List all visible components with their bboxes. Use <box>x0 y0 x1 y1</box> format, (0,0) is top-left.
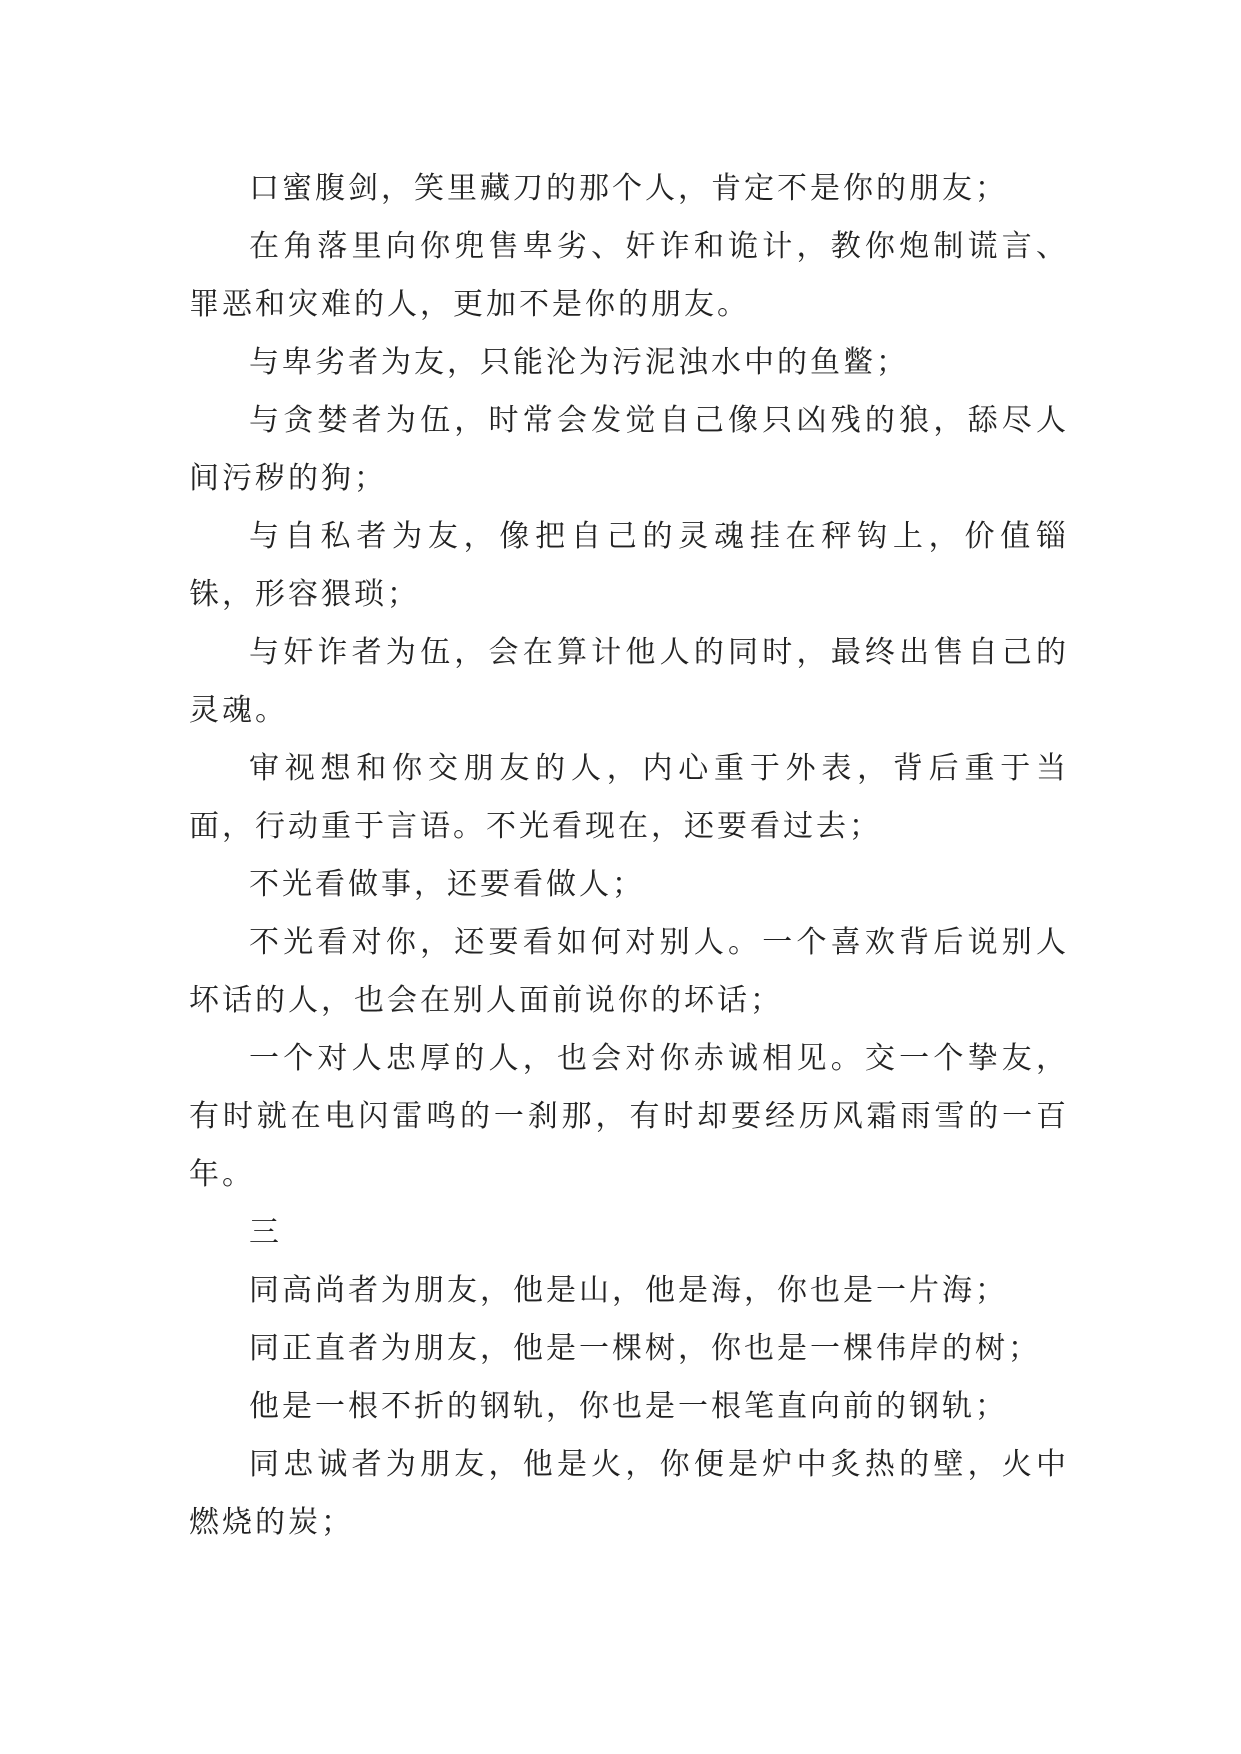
paragraph: 在角落里向你兜售卑劣、奸诈和诡计，教你炮制谎言、罪恶和灾难的人，更加不是你的朋友。 <box>189 229 1069 322</box>
paragraph: 与贪婪者为伍，时常会发觉自己像只凶残的狼，舔尽人间污秽的狗； <box>189 403 1069 496</box>
paragraph: 与卑劣者为友，只能沦为污泥浊水中的鱼鳖； <box>249 345 909 380</box>
paragraph: 同高尚者为朋友，他是山，他是海，你也是一片海； <box>249 1273 1008 1308</box>
paragraph: 同正直者为朋友，他是一棵树，你也是一棵伟岸的树； <box>249 1331 1041 1366</box>
paragraph: 不光看对你，还要看如何对别人。一个喜欢背后说别人坏话的人，也会在别人面前说你的坏话； <box>189 925 1069 1018</box>
paragraph: 他是一根不折的钢轨，你也是一根笔直向前的钢轨； <box>249 1389 1008 1424</box>
paragraph: 同忠诚者为朋友，他是火，你便是炉中炙热的壁，火中燃烧的炭； <box>189 1447 1069 1540</box>
paragraph: 与奸诈者为伍，会在算计他人的同时，最终出售自己的灵魂。 <box>189 635 1069 728</box>
paragraph: 不光看做事，还要看做人； <box>249 867 645 902</box>
paragraph: 一个对人忠厚的人，也会对你赤诚相见。交一个挚友，有时就在电闪雷鸣的一刹那，有时却要经历风霜雨雪的一百年。 <box>189 1041 1069 1192</box>
document-body <box>189 160 1069 1552</box>
section-heading: 三 <box>249 1215 282 1250</box>
paragraph: 审视想和你交朋友的人，内心重于外表，背后重于当面，行动重于言语。不光看现在，还要看过去； <box>189 751 1069 844</box>
paragraph: 与自私者为友，像把自己的灵魂挂在秤钩上，价值锱铢，形容猥琐； <box>189 519 1069 612</box>
paragraph: 口蜜腹剑，笑里藏刀的那个人，肯定不是你的朋友； <box>249 171 1008 206</box>
